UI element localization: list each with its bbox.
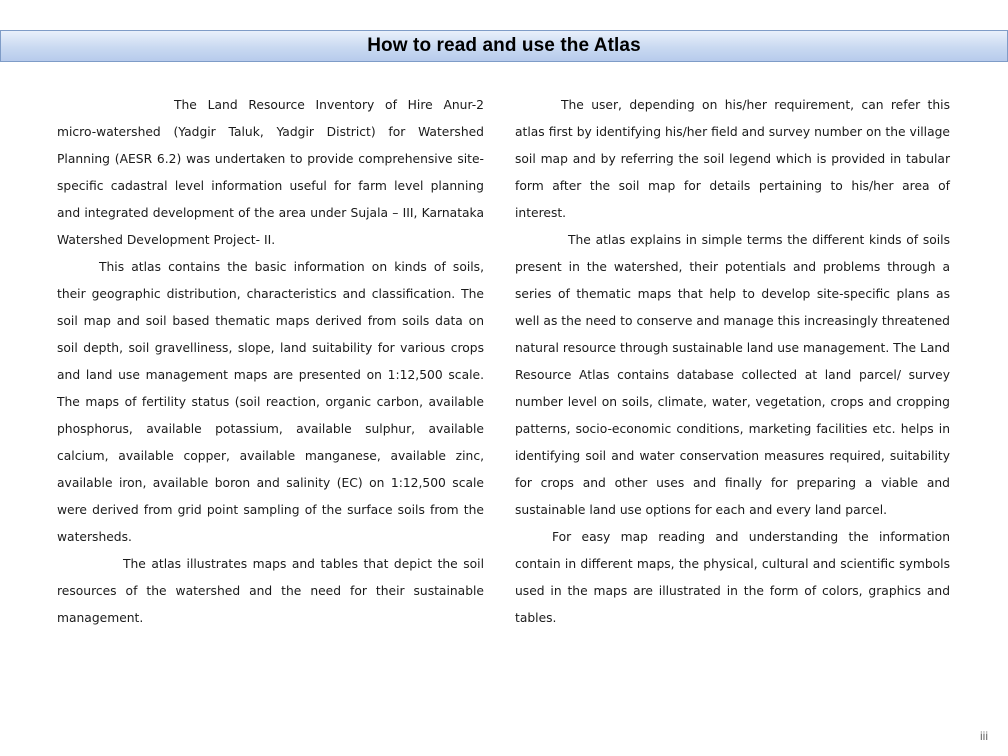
intro-paragraph: The Land Resource Inventory of Hire Anur-2 micro-watershed (Yadgir Taluk, Yadgir District) for Watershed Planning (AESR 6.2) was undertaken to provide comprehensive site-specific cadastral level information useful for farm level planning and integrated development of the area under Sujala – III, Karnataka Watershed Development Project- II. [57,98,484,247]
title-banner [0,30,1008,62]
user-guide-paragraph: The user, depending on his/her requirement, can refer this atlas first by identifying his/her field and survey number on the village soil map and by referring the soil legend which is provided in tabular form after the soil map for details pertaining to his/her area of interest. [515,98,950,220]
atlas-explains-paragraph: The atlas explains in simple terms the different kinds of soils present in the watershed, their potentials and problems through a series of thematic maps that help to develop site-specific plans as well as the need to conserve and manage this increasingly threatened natural resource through sustainable land use management. The Land Resource Atlas contains database collected at land parcel/ survey number level on soils, climate, water, vegetation, crops and cropping patterns, socio-economic conditions, marketing facilities etc. helps in identifying soil and water conservation measures required, suitability for crops and other uses and finally for preparing a viable and sustainable land use options for each and every land parcel. [515,233,950,517]
left-column [57,92,484,632]
page-number: iii [980,729,988,743]
page-title: How to read and use the Atlas [367,35,641,56]
map-reading-paragraph: For easy map reading and understanding the information contain in different maps, the physical, cultural and scientific symbols used in the maps are illustrated in the form of colors, graphics and tables. [515,530,950,625]
illustrates-paragraph: The atlas illustrates maps and tables that depict the soil resources of the watershed and the need for their sustainable management. [57,557,484,625]
contents-paragraph: This atlas contains the basic information on kinds of soils, their geographic distribution, characteristics and classification. The soil map and soil based thematic maps derived from soils data on soil depth, soil gravelliness, slope, land suitability for various crops and land use management maps are presented on 1:12,500 scale. The maps of fertility status (soil reaction, organic carbon, available phosphorus, available potassium, available sulphur, available calcium, available copper, available manganese, available zinc, available iron, available boron and salinity (EC) on 1:12,500 scale were derived from grid point sampling of the surface soils from the watersheds. [57,260,484,544]
right-column [515,92,950,632]
